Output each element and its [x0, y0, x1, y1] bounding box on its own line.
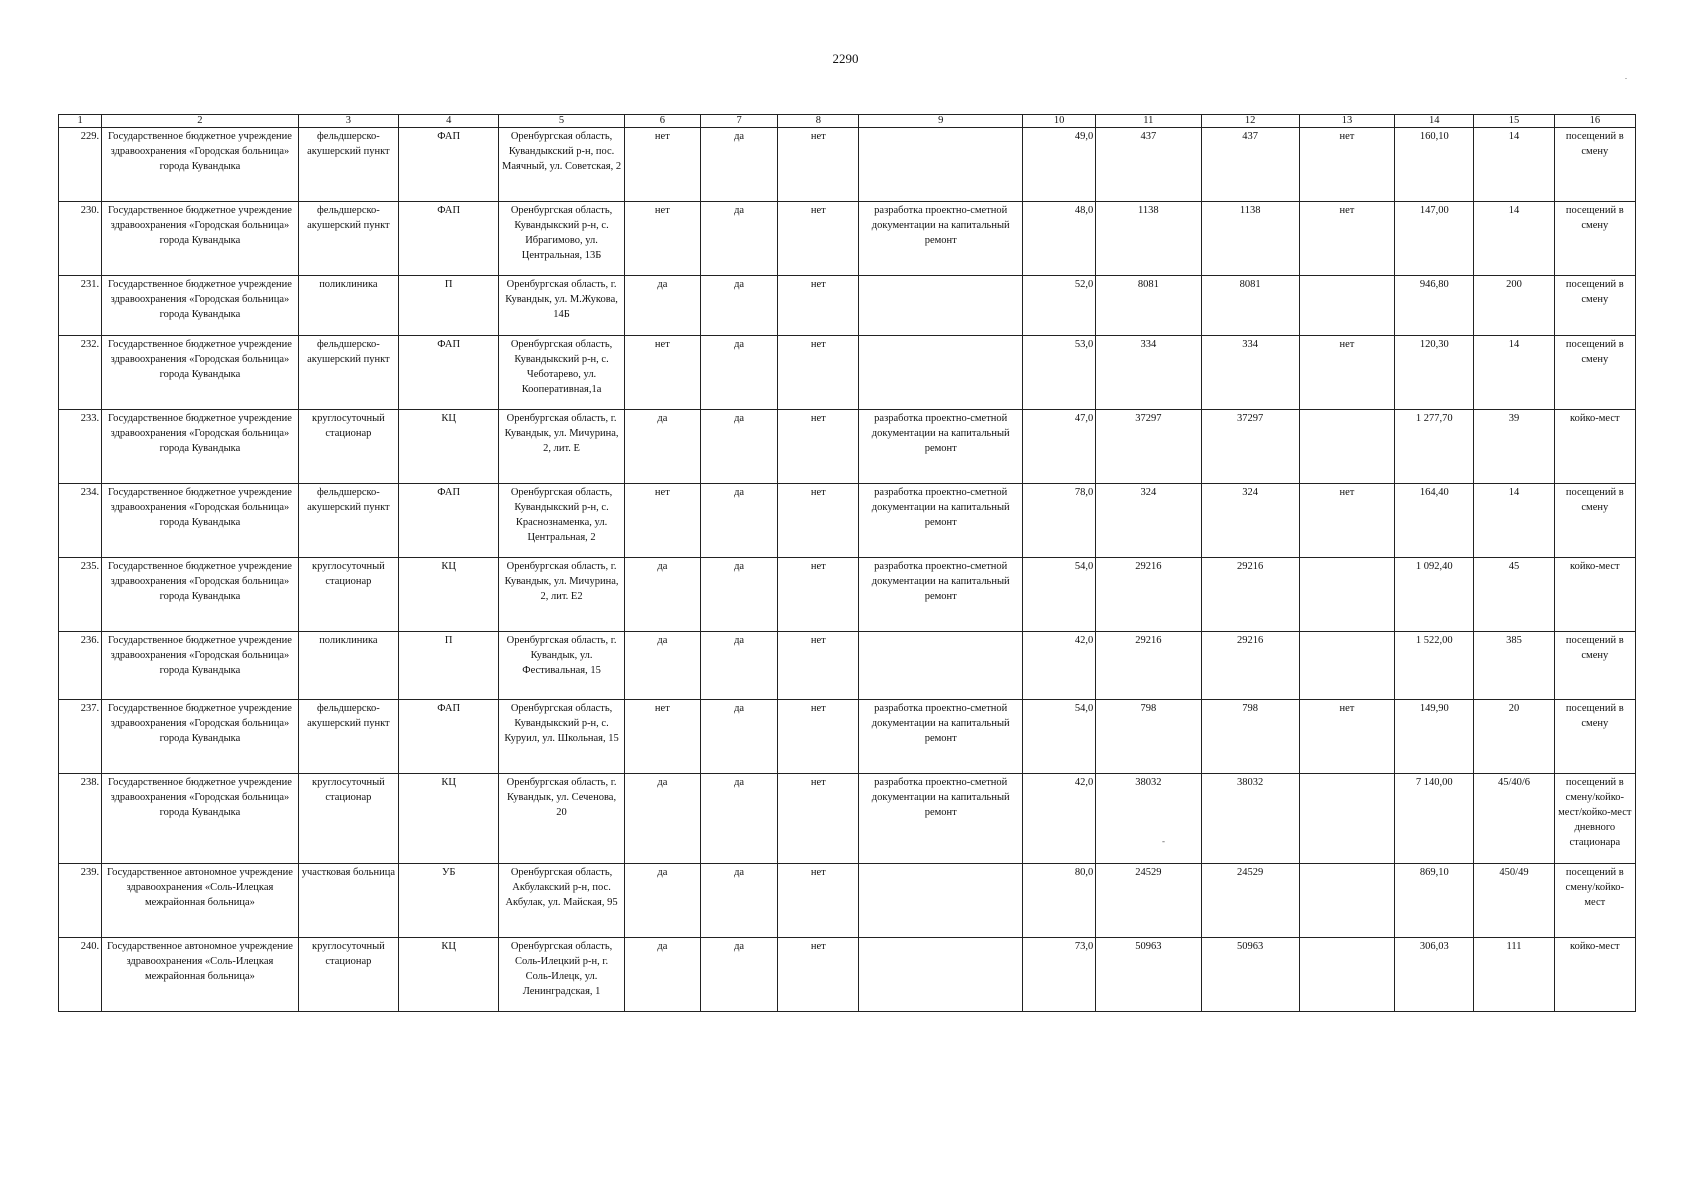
cell-address: Оренбургская область, г. Кувандык, ул. Мичурина, 2, лит. Е: [499, 410, 624, 484]
cell-c7: да: [700, 128, 777, 202]
table-body: [59, 128, 1636, 1012]
cell-type: фельдшерско-акушерский пункт: [298, 128, 398, 202]
stray-mark: -: [1162, 836, 1165, 846]
cell-org: Государственное бюджетное учреждение здравоохранения «Городская больница» города Кувандыка: [102, 632, 299, 700]
cell-org: Государственное бюджетное учреждение здравоохранения «Городская больница» города Кувандыка: [102, 336, 299, 410]
cell-c9: [859, 938, 1023, 1012]
cell-type: круглосуточный стационар: [298, 774, 398, 864]
cell-c10: 80,0: [1022, 864, 1095, 938]
cell-org: Государственное бюджетное учреждение здравоохранения «Городская больница» города Кувандыка: [102, 128, 299, 202]
cell-c6: да: [624, 938, 700, 1012]
registry-table: [58, 114, 1636, 1012]
column-header: 12: [1201, 115, 1299, 128]
cell-c8: нет: [778, 202, 859, 276]
cell-c6: да: [624, 864, 700, 938]
cell-c6: да: [624, 276, 700, 336]
cell-type: круглосуточный стационар: [298, 938, 398, 1012]
cell-c9: разработка проектно-сметной документации на капитальный ремонт: [859, 774, 1023, 864]
cell-c9: [859, 632, 1023, 700]
cell-c13: нет: [1299, 202, 1394, 276]
cell-c9: разработка проектно-сметной документации на капитальный ремонт: [859, 558, 1023, 632]
cell-c16: посещений в смену/койко-мест: [1554, 864, 1635, 938]
cell-c12: 1138: [1201, 202, 1299, 276]
cell-n: 234.: [59, 484, 102, 558]
cell-c12: 29216: [1201, 632, 1299, 700]
cell-c7: да: [700, 864, 777, 938]
cell-c6: нет: [624, 336, 700, 410]
cell-c8: нет: [778, 336, 859, 410]
cell-c6: нет: [624, 202, 700, 276]
cell-c15: 45/40/6: [1474, 774, 1554, 864]
cell-abbr: П: [399, 632, 499, 700]
cell-address: Оренбургская область, Акбулакский р-н, пос. Акбулак, ул. Майская, 95: [499, 864, 624, 938]
cell-abbr: КЦ: [399, 558, 499, 632]
cell-abbr: ФАП: [399, 700, 499, 774]
cell-c12: 24529: [1201, 864, 1299, 938]
cell-c11: 437: [1096, 128, 1201, 202]
cell-c7: да: [700, 484, 777, 558]
cell-c14: 149,90: [1395, 700, 1474, 774]
cell-address: Оренбургская область, Кувандыкский р-н, пос. Маячный, ул. Советская, 2: [499, 128, 624, 202]
cell-type: фельдшерско-акушерский пункт: [298, 484, 398, 558]
cell-address: Оренбургская область, г. Кувандык, ул. Фестивальная, 15: [499, 632, 624, 700]
cell-c12: 334: [1201, 336, 1299, 410]
cell-c9: разработка проектно-сметной документации на капитальный ремонт: [859, 484, 1023, 558]
cell-c10: 54,0: [1022, 700, 1095, 774]
cell-c15: 200: [1474, 276, 1554, 336]
column-header: 3: [298, 115, 398, 128]
cell-abbr: ФАП: [399, 128, 499, 202]
cell-c16: посещений в смену: [1554, 632, 1635, 700]
cell-c9: разработка проектно-сметной документации на капитальный ремонт: [859, 700, 1023, 774]
cell-c6: нет: [624, 128, 700, 202]
cell-org: Государственное автономное учреждение здравоохранения «Соль-Илецкая межрайонная больница»: [102, 864, 299, 938]
cell-type: круглосуточный стационар: [298, 558, 398, 632]
cell-c6: да: [624, 558, 700, 632]
cell-address: Оренбургская область, Кувандыкский р-н, с. Куруил, ул. Школьная, 15: [499, 700, 624, 774]
cell-abbr: КЦ: [399, 774, 499, 864]
cell-c9: разработка проектно-сметной документации на капитальный ремонт: [859, 202, 1023, 276]
column-header: 2: [102, 115, 299, 128]
cell-c11: 324: [1096, 484, 1201, 558]
cell-org: Государственное бюджетное учреждение здравоохранения «Городская больница» города Кувандыка: [102, 276, 299, 336]
cell-abbr: П: [399, 276, 499, 336]
cell-c13: [1299, 774, 1394, 864]
cell-c14: 147,00: [1395, 202, 1474, 276]
column-header: 15: [1474, 115, 1554, 128]
cell-c8: нет: [778, 774, 859, 864]
cell-abbr: КЦ: [399, 938, 499, 1012]
cell-abbr: ФАП: [399, 202, 499, 276]
cell-c15: 14: [1474, 336, 1554, 410]
cell-c11: 798: [1096, 700, 1201, 774]
cell-c13: нет: [1299, 484, 1394, 558]
cell-c15: 14: [1474, 202, 1554, 276]
cell-c15: 111: [1474, 938, 1554, 1012]
cell-n: 230.: [59, 202, 102, 276]
cell-c12: 437: [1201, 128, 1299, 202]
cell-org: Государственное бюджетное учреждение здравоохранения «Городская больница» города Кувандыка: [102, 700, 299, 774]
cell-c10: 78,0: [1022, 484, 1095, 558]
cell-c12: 8081: [1201, 276, 1299, 336]
column-header: 11: [1096, 115, 1201, 128]
table-row: [59, 484, 1636, 558]
cell-c10: 53,0: [1022, 336, 1095, 410]
cell-address: Оренбургская область, Кувандыкский р-н, с. Чеботарево, ул. Кооперативная,1а: [499, 336, 624, 410]
cell-type: фельдшерско-акушерский пункт: [298, 700, 398, 774]
cell-c15: 14: [1474, 128, 1554, 202]
cell-c14: 1 092,40: [1395, 558, 1474, 632]
cell-c7: да: [700, 276, 777, 336]
cell-c14: 869,10: [1395, 864, 1474, 938]
cell-c15: 385: [1474, 632, 1554, 700]
cell-c6: нет: [624, 700, 700, 774]
cell-c12: 37297: [1201, 410, 1299, 484]
cell-c15: 39: [1474, 410, 1554, 484]
table-row: [59, 202, 1636, 276]
cell-c11: 38032: [1096, 774, 1201, 864]
cell-n: 238.: [59, 774, 102, 864]
cell-c16: койко-мест: [1554, 938, 1635, 1012]
cell-c14: 1 522,00: [1395, 632, 1474, 700]
cell-c7: да: [700, 774, 777, 864]
cell-org: Государственное бюджетное учреждение здравоохранения «Городская больница» города Кувандыка: [102, 558, 299, 632]
cell-c7: да: [700, 202, 777, 276]
cell-c12: 50963: [1201, 938, 1299, 1012]
cell-c13: [1299, 632, 1394, 700]
cell-c7: да: [700, 938, 777, 1012]
cell-c11: 1138: [1096, 202, 1201, 276]
table-row: [59, 938, 1636, 1012]
cell-c10: 48,0: [1022, 202, 1095, 276]
cell-c8: нет: [778, 484, 859, 558]
column-header: 13: [1299, 115, 1394, 128]
cell-c13: нет: [1299, 128, 1394, 202]
cell-c16: посещений в смену: [1554, 128, 1635, 202]
cell-org: Государственное автономное учреждение здравоохранения «Соль-Илецкая межрайонная больница»: [102, 938, 299, 1012]
column-header: 5: [499, 115, 624, 128]
cell-c9: [859, 864, 1023, 938]
table-row: [59, 700, 1636, 774]
cell-c6: да: [624, 632, 700, 700]
cell-c12: 29216: [1201, 558, 1299, 632]
cell-c11: 37297: [1096, 410, 1201, 484]
column-number-row: [59, 115, 1636, 128]
cell-c14: 7 140,00: [1395, 774, 1474, 864]
cell-c13: нет: [1299, 336, 1394, 410]
cell-abbr: КЦ: [399, 410, 499, 484]
cell-c9: [859, 336, 1023, 410]
cell-n: 237.: [59, 700, 102, 774]
cell-c15: 45: [1474, 558, 1554, 632]
cell-type: поликлиника: [298, 276, 398, 336]
cell-address: Оренбургская область, г. Кувандык, ул. Сеченова, 20: [499, 774, 624, 864]
cell-c7: да: [700, 410, 777, 484]
cell-c10: 54,0: [1022, 558, 1095, 632]
column-header: 4: [399, 115, 499, 128]
cell-c11: 24529: [1096, 864, 1201, 938]
column-header: 9: [859, 115, 1023, 128]
cell-c6: да: [624, 774, 700, 864]
table-row: [59, 558, 1636, 632]
cell-c8: нет: [778, 700, 859, 774]
cell-c10: 73,0: [1022, 938, 1095, 1012]
table-row: [59, 410, 1636, 484]
cell-c7: да: [700, 336, 777, 410]
cell-c11: 50963: [1096, 938, 1201, 1012]
cell-n: 239.: [59, 864, 102, 938]
cell-c11: 334: [1096, 336, 1201, 410]
cell-c8: нет: [778, 864, 859, 938]
cell-org: Государственное бюджетное учреждение здравоохранения «Городская больница» города Кувандыка: [102, 410, 299, 484]
cell-c13: [1299, 558, 1394, 632]
cell-org: Государственное бюджетное учреждение здравоохранения «Городская больница» города Кувандыка: [102, 202, 299, 276]
cell-c16: посещений в смену: [1554, 484, 1635, 558]
cell-c16: посещений в смену: [1554, 336, 1635, 410]
cell-c12: 38032: [1201, 774, 1299, 864]
cell-n: 229.: [59, 128, 102, 202]
cell-c15: 14: [1474, 484, 1554, 558]
cell-type: круглосуточный стационар: [298, 410, 398, 484]
cell-address: Оренбургская область, Кувандыкский р-н, с. Краснознаменка, ул. Центральная, 2: [499, 484, 624, 558]
cell-abbr: ФАП: [399, 336, 499, 410]
cell-c16: посещений в смену/койко-мест/койко-мест дневного стационара: [1554, 774, 1635, 864]
cell-address: Оренбургская область, г. Кувандык, ул. Мичурина, 2, лит. Е2: [499, 558, 624, 632]
cell-c10: 47,0: [1022, 410, 1095, 484]
cell-c12: 798: [1201, 700, 1299, 774]
cell-c11: 29216: [1096, 632, 1201, 700]
table-row: [59, 336, 1636, 410]
cell-c14: 164,40: [1395, 484, 1474, 558]
cell-type: участковая больница: [298, 864, 398, 938]
cell-c8: нет: [778, 410, 859, 484]
cell-n: 235.: [59, 558, 102, 632]
cell-abbr: УБ: [399, 864, 499, 938]
cell-c7: да: [700, 558, 777, 632]
cell-c10: 42,0: [1022, 774, 1095, 864]
cell-c15: 20: [1474, 700, 1554, 774]
cell-c8: нет: [778, 632, 859, 700]
table-row: [59, 864, 1636, 938]
scan-mark: [1625, 78, 1627, 79]
cell-c10: 49,0: [1022, 128, 1095, 202]
cell-c14: 946,80: [1395, 276, 1474, 336]
cell-n: 240.: [59, 938, 102, 1012]
cell-address: Оренбургская область, Соль-Илецкий р-н, г. Соль-Илецк, ул. Ленинградская, 1: [499, 938, 624, 1012]
column-header: 10: [1022, 115, 1095, 128]
column-header: 8: [778, 115, 859, 128]
cell-c16: койко-мест: [1554, 558, 1635, 632]
cell-c6: да: [624, 410, 700, 484]
column-header: 16: [1554, 115, 1635, 128]
cell-c15: 450/49: [1474, 864, 1554, 938]
cell-n: 232.: [59, 336, 102, 410]
cell-c8: нет: [778, 938, 859, 1012]
cell-n: 231.: [59, 276, 102, 336]
cell-c6: нет: [624, 484, 700, 558]
cell-c16: койко-мест: [1554, 410, 1635, 484]
cell-c14: 1 277,70: [1395, 410, 1474, 484]
cell-c16: посещений в смену: [1554, 202, 1635, 276]
cell-c8: нет: [778, 558, 859, 632]
cell-c13: [1299, 864, 1394, 938]
cell-abbr: ФАП: [399, 484, 499, 558]
cell-c13: нет: [1299, 700, 1394, 774]
cell-c9: [859, 276, 1023, 336]
cell-n: 236.: [59, 632, 102, 700]
column-header: 14: [1395, 115, 1474, 128]
cell-c16: посещений в смену: [1554, 700, 1635, 774]
cell-org: Государственное бюджетное учреждение здравоохранения «Городская больница» города Кувандыка: [102, 484, 299, 558]
column-header: 1: [59, 115, 102, 128]
cell-n: 233.: [59, 410, 102, 484]
table-row: [59, 632, 1636, 700]
table-row: [59, 128, 1636, 202]
cell-address: Оренбургская область, Кувандыкский р-н, с. Ибрагимово, ул. Центральная, 13Б: [499, 202, 624, 276]
cell-c9: [859, 128, 1023, 202]
table-row: [59, 276, 1636, 336]
cell-address: Оренбургская область, г. Кувандык, ул. М.Жукова, 14Б: [499, 276, 624, 336]
cell-c8: нет: [778, 128, 859, 202]
cell-c13: [1299, 938, 1394, 1012]
cell-c14: 306,03: [1395, 938, 1474, 1012]
cell-c14: 160,10: [1395, 128, 1474, 202]
cell-c10: 52,0: [1022, 276, 1095, 336]
cell-org: Государственное бюджетное учреждение здравоохранения «Городская больница» города Кувандыка: [102, 774, 299, 864]
page-number: 2290: [832, 51, 859, 66]
cell-c8: нет: [778, 276, 859, 336]
column-header: 6: [624, 115, 700, 128]
cell-type: поликлиника: [298, 632, 398, 700]
cell-c10: 42,0: [1022, 632, 1095, 700]
cell-c9: разработка проектно-сметной документации на капитальный ремонт: [859, 410, 1023, 484]
cell-type: фельдшерско-акушерский пункт: [298, 336, 398, 410]
cell-c7: да: [700, 632, 777, 700]
cell-c13: [1299, 276, 1394, 336]
cell-c16: посещений в смену: [1554, 276, 1635, 336]
cell-type: фельдшерско-акушерский пункт: [298, 202, 398, 276]
cell-c12: 324: [1201, 484, 1299, 558]
cell-c11: 8081: [1096, 276, 1201, 336]
cell-c11: 29216: [1096, 558, 1201, 632]
cell-c13: [1299, 410, 1394, 484]
cell-c14: 120,30: [1395, 336, 1474, 410]
cell-c7: да: [700, 700, 777, 774]
column-header: 7: [700, 115, 777, 128]
table-row: [59, 774, 1636, 864]
